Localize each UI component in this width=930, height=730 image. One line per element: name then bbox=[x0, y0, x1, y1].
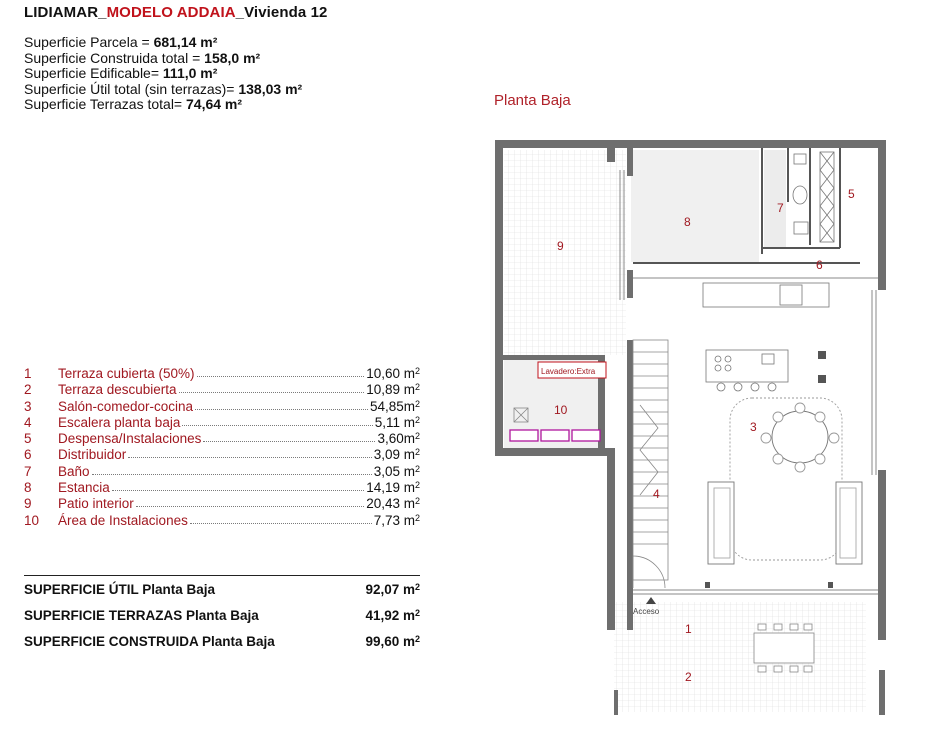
column bbox=[705, 582, 710, 588]
column bbox=[818, 375, 826, 383]
installation-units bbox=[510, 430, 600, 441]
plan-title: Planta Baja bbox=[494, 92, 571, 109]
patio-tiles bbox=[504, 150, 626, 355]
room-label-3: 3 bbox=[750, 420, 757, 434]
total-row: SUPERFICIE TERRAZAS Planta Baja 41,92 $m^2$ bbox=[24, 608, 420, 623]
room-8-floor bbox=[631, 150, 759, 262]
room-row: 7 Baño 3,05 $m^2$ bbox=[24, 463, 420, 479]
room-row: 2 Terraza descubierta 10,89 $m^2$ bbox=[24, 382, 420, 398]
room-label-4: 4 bbox=[653, 487, 660, 501]
room-7-floor bbox=[764, 150, 786, 248]
terrace-tiles bbox=[614, 602, 866, 712]
room-row: 10 Área de Instalaciones 7,73 $m^2$ bbox=[24, 512, 420, 528]
surface-row: Superficie Construida total = 158,0 m² bbox=[24, 49, 261, 66]
surface-row: Superficie Terrazas total= 74,64 m² bbox=[24, 96, 243, 112]
column bbox=[828, 582, 833, 588]
room-row: 4 Escalera planta baja 5,11 $m^2$ bbox=[24, 414, 420, 430]
totals-table bbox=[24, 582, 420, 660]
column bbox=[818, 351, 826, 359]
room-row: 6 Distribuidor 3,09 $m^2$ bbox=[24, 447, 420, 463]
room-area-list bbox=[24, 366, 420, 529]
room-label-1: 1 bbox=[685, 622, 692, 636]
room-label-10: 10 bbox=[554, 403, 568, 417]
surface-row: Superficie Útil total (sin terrazas)= 138,03 m² bbox=[24, 80, 303, 97]
room-row: 8 Estancia 14,19 $m^2$ bbox=[24, 480, 420, 496]
bathroom-fixtures bbox=[793, 154, 808, 234]
staircase bbox=[633, 340, 668, 580]
totals-divider bbox=[24, 575, 420, 576]
room-row: 3 Salón-comedor-cocina $54,85m^2$ bbox=[24, 398, 420, 414]
room-label-8: 8 bbox=[684, 215, 691, 229]
model-name: MODELO ADDAIA bbox=[106, 4, 236, 21]
room-label-7: 7 bbox=[777, 201, 784, 215]
living-furniture bbox=[708, 398, 862, 564]
surface-row: Superficie Parcela = 681,14 m² bbox=[24, 34, 218, 50]
room-label-5: 5 bbox=[848, 187, 855, 201]
laundry-label: Lavadero:Extra bbox=[541, 367, 596, 376]
surface-row: Superficie Edificable= 111,0 m² bbox=[24, 65, 218, 81]
access-label: Acceso bbox=[633, 607, 660, 616]
floor-plan bbox=[490, 130, 890, 720]
kitchen-counter bbox=[703, 283, 829, 391]
total-row: SUPERFICIE CONSTRUIDA Planta Baja 99,60 $m^2$ bbox=[24, 634, 420, 649]
surface-summary bbox=[24, 35, 302, 113]
entrance-door bbox=[633, 556, 665, 588]
access-arrow bbox=[646, 597, 656, 604]
room-row: 1 Terraza cubierta (50%) 10,60 $m^2$ bbox=[24, 366, 420, 381]
room-row: 9 Patio interior 20,43 $m^2$ bbox=[24, 496, 420, 512]
document-title: LIDIAMAR_MODELO ADDAIA_Vivienda 12 bbox=[24, 4, 328, 21]
room-label-2: 2 bbox=[685, 670, 692, 684]
room-row: 5 Despensa/Instalaciones $3,60m^2$ bbox=[24, 431, 420, 447]
room-label-6: 6 bbox=[816, 258, 823, 272]
room-label-9: 9 bbox=[557, 239, 564, 253]
pantry-shelves bbox=[820, 152, 834, 242]
total-row: SUPERFICIE ÚTIL Planta Baja 92,07 $m^2$ bbox=[24, 582, 420, 597]
